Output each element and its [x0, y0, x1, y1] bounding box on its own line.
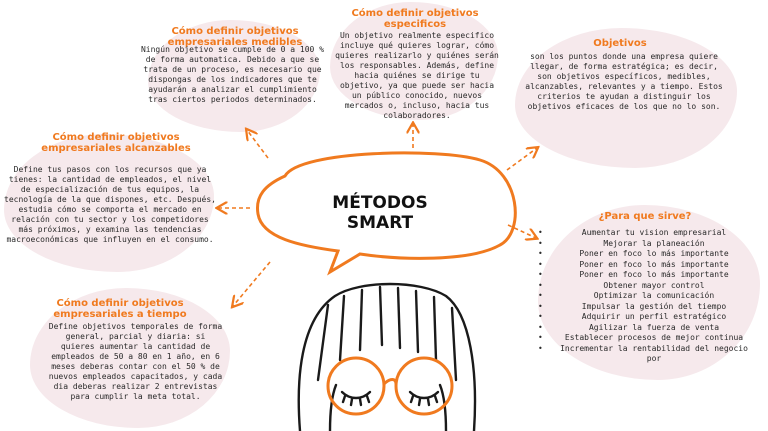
medibles-text: Ningún objetivo se cumple de 0 a 100 % de forma automatica. Debido a que se trata de un proceso, es necesario que dispongas de los indicadores que te ayudarán a analizar el cumplimiento tras ciertos periodos determinados.	[140, 45, 325, 104]
face-illustration	[299, 284, 475, 431]
list-item: • Agilizar la fuerza de venta	[538, 323, 748, 334]
list-item: • Aumentar tu vision empresarial	[538, 228, 748, 239]
tiempo-title: Cómo definir objetivos empresariales a tiempo	[53, 298, 187, 320]
list-item: • Poner en foco lo más importante	[538, 249, 748, 260]
central-title: MÉTODOS SMART	[332, 193, 428, 233]
list-item: • Poner en foco lo más importante	[538, 270, 748, 281]
objetivos-title: Objetivos	[593, 38, 647, 49]
list-item: • Mejorar la planeación	[538, 239, 748, 250]
list-item: • Obtener mayor control	[538, 281, 748, 292]
especificos-text: Un objetivo realmente especifico incluye qué quieres lograr, cómo quieres realizarlo y quiénes serán los responsables. Además, define hacia quiénes se dirige tu objetivo, ya que puede ser hacia un público conocido, nuevos mercados o, incluso, hacia tus colaboradores.	[335, 31, 499, 120]
especificos-title: Cómo definir objetivos especificos	[351, 8, 479, 30]
sirve-title: ¿Para que sirve?	[598, 211, 692, 222]
arrow-tiempo	[233, 262, 270, 306]
sirve-list	[538, 228, 748, 365]
objetivos-text: son los puntos donde una empresa quiere llegar, de forma estratégica; es decir, son objetivos específicos, medibles, alcanzables, relevantes y a tiempo. Estos criterios te ayudan a distinguir los objetivos eficaces de los que no lo son.	[525, 52, 723, 111]
alcanzables-text: Define tus pasos con los recursos que ya tienes: la cantidad de empleados, el nivel de especialización de tus equipos, la tecnología de la que dispones, etc. Después, estudia cómo se comporta el mercado en relación con tu sector y los competidores más próximos, y examina las tendencias macroeconómicas que influyen en el consumo.	[4, 165, 216, 244]
list-item: • Adquirir un perfil estratégico	[538, 312, 748, 323]
tiempo-text: Define objetivos temporales de forma general, parcial y diaria: si quieres aumentar la cantidad de empleados de 50 a 80 en 1 año, en 6 meses deberas contar con el 50 % de nuevos empleados capacitados, y cada dia deberas realizar 2 entrevistas para cumplir la meta total.	[48, 322, 223, 401]
arrow-medibles	[247, 130, 268, 158]
alcanzables-title: Cómo definir objetivos empresariales alcanzables	[41, 132, 191, 154]
list-item: • Optimizar la comunicación	[538, 291, 748, 302]
list-item: • Poner en foco lo más importante	[538, 260, 748, 271]
list-item: • Incrementar la rentabilidad del negocio por	[538, 344, 748, 365]
list-item: • Impulsar la gestión del tiempo	[538, 302, 748, 313]
arrow-objetivos	[507, 148, 537, 170]
list-item: • Establecer procesos de mejor continua	[538, 333, 748, 344]
medibles-title: Cómo definir objetivos empresariales medibles	[167, 26, 303, 48]
